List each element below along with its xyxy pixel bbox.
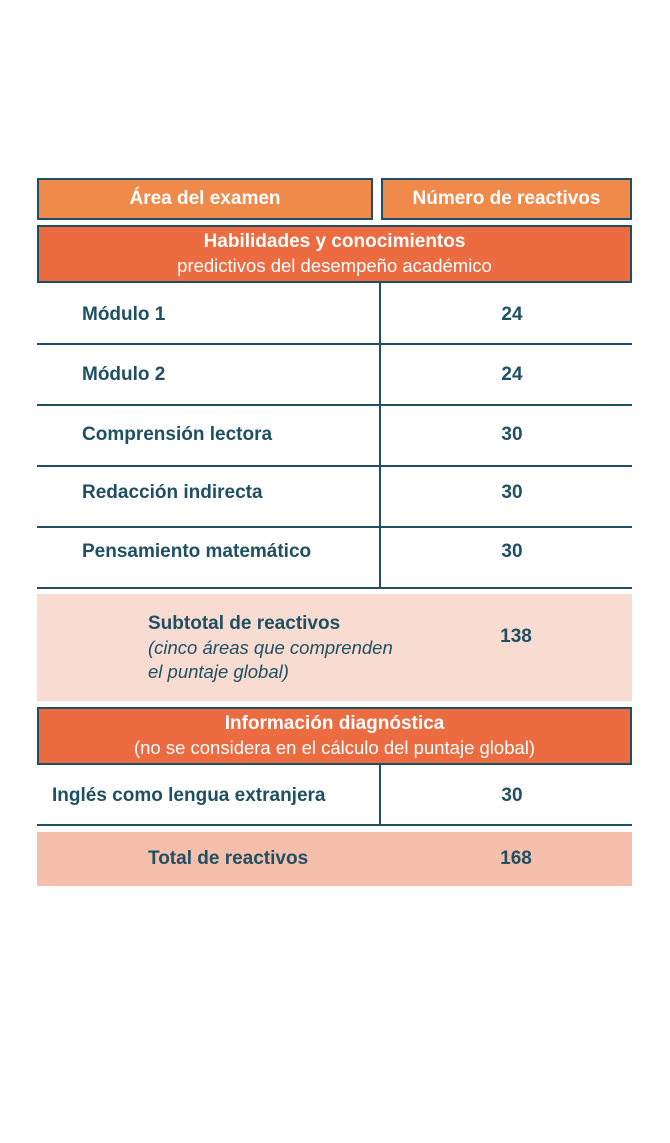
- column-divider: [379, 283, 381, 588]
- header-area-cell: [37, 178, 373, 220]
- header-count-cell: [381, 178, 632, 220]
- table-row-label: Módulo 1: [82, 304, 166, 325]
- table-row-label: Redacción indirecta: [82, 482, 263, 503]
- table-row-value: 30: [501, 785, 523, 806]
- table-row-value: 30: [501, 482, 523, 503]
- total-value: 168: [500, 848, 532, 869]
- table-row-value: 30: [501, 541, 523, 562]
- table-row-value: 24: [501, 304, 523, 325]
- table-row-label: Pensamiento matemático: [82, 541, 312, 562]
- subtotal-label: Subtotal de reactivos: [148, 613, 341, 634]
- section-title: Habilidades y conocimientos: [203, 231, 466, 252]
- subtotal-note-line-1: (cinco áreas que comprenden: [148, 637, 393, 658]
- table-row-label: Inglés como lengua extranjera: [52, 785, 326, 806]
- section-subtitle: (no se considera en el cálculo del puntaje global): [133, 737, 536, 758]
- section-title: Información diagnóstica: [224, 713, 445, 734]
- section-band-habilidades: [37, 225, 632, 283]
- subtotal-value: 138: [500, 626, 532, 647]
- section-subtitle: predictivos del desempeño académico: [177, 255, 492, 276]
- table-row-value: 30: [501, 423, 523, 445]
- section-band-diagnostica: [37, 707, 632, 765]
- table-row-value: 24: [501, 364, 523, 385]
- row-divider: [37, 824, 632, 826]
- column-divider: [379, 765, 381, 826]
- header-count-label: Número de reactivos: [412, 188, 601, 209]
- table-row-label: Módulo 2: [82, 364, 166, 385]
- row-divider: [37, 587, 632, 589]
- header-area-label: Área del examen: [129, 188, 281, 209]
- subtotal-note-line-2: el puntaje global): [148, 661, 289, 682]
- table-row-label: Comprensión lectora: [82, 423, 273, 445]
- total-label: Total de reactivos: [148, 848, 309, 869]
